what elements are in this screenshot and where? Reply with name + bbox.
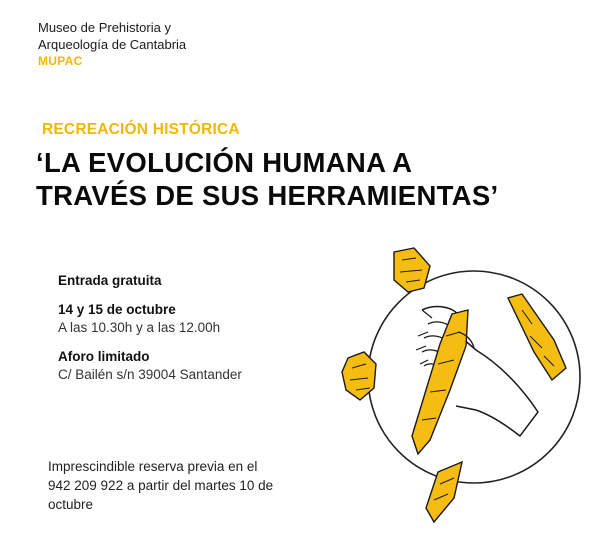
event-details [58,273,242,382]
dates-label: 14 y 15 de octubre [58,302,176,317]
museum-header [38,19,186,70]
reservation-note-line3: octubre [48,497,94,512]
museum-acronym: MUPAC [38,54,83,68]
entry-label: Entrada gratuita [58,273,162,288]
reservation-note [48,457,318,514]
stone-tool-icon [342,352,376,400]
museum-name-line1: Museo de Prehistoria y [38,20,171,35]
capacity-label: Aforo limitado [58,349,150,364]
reservation-note-line2: 942 209 922 a partir del martes 10 de [48,478,274,493]
event-title [36,146,606,212]
event-title-line2: TRAVÉS DE SUS HERRAMIENTAS’ [36,180,499,211]
event-title-line1: ‘LA EVOLUCIÓN HUMANA A [36,147,413,178]
stone-tool-icon [508,294,566,380]
reservation-note-line1: Imprescindible reserva previa en el [48,459,258,474]
event-kicker: RECREACIÓN HISTÓRICA [42,121,240,138]
stone-tool-icon [394,248,430,292]
museum-name-line2: Arqueología de Cantabria [38,37,187,52]
times-text: A las 10.30h y a las 12.00h [58,320,221,335]
address-text: C/ Bailén s/n 39004 Santander [58,367,242,382]
illustration [326,240,606,530]
stone-tool-icon [426,462,462,522]
